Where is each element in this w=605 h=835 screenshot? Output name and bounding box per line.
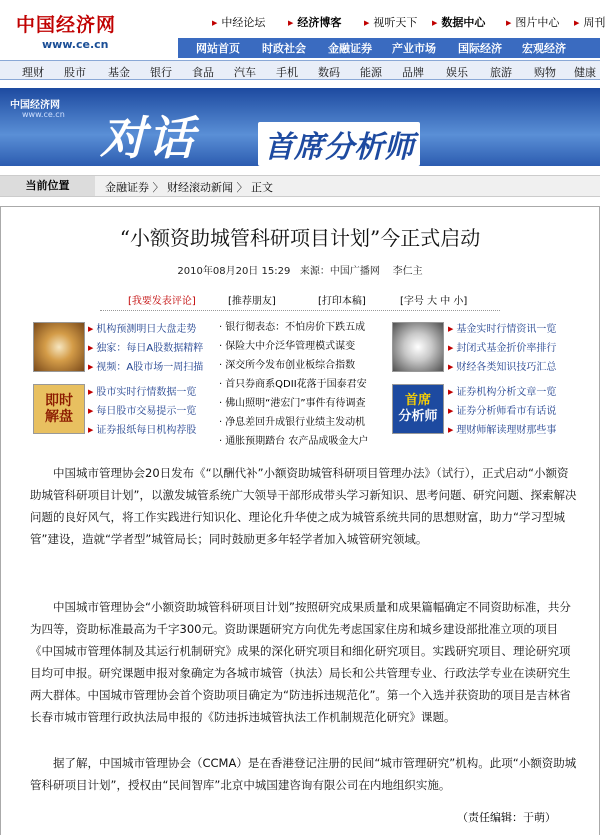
nav-item[interactable]: 国际经济	[458, 42, 502, 55]
promo-link[interactable]: ▶ 每日股市交易提示一览	[88, 402, 196, 421]
promo-list-left-bottom	[88, 383, 196, 440]
top-links	[200, 10, 605, 32]
channel-item[interactable]: 健康	[574, 66, 596, 79]
channel-item[interactable]: 理财	[22, 66, 44, 79]
article-title: “小额资助城管科研项目计划”今正式启动	[119, 226, 481, 250]
article-date: 2010年08月20日 15:29	[177, 266, 291, 277]
promo-link[interactable]: ▶ 证券机构分析文章一览	[448, 383, 556, 402]
channel-item[interactable]: 数码	[318, 66, 340, 79]
promo-link[interactable]: ▶ 独家：每日A股数据精粹	[88, 339, 203, 358]
nav-item[interactable]: 金融证券	[328, 42, 372, 55]
channel-item[interactable]: 手机	[276, 66, 298, 79]
promo-list-right-top	[448, 320, 556, 377]
promo-image-text: 首席	[404, 393, 431, 408]
promo-image-fund[interactable]	[392, 322, 444, 372]
article-paragraph: 据了解，中国城市管理协会（CCMA）是在香港登记注册的民间“城市管理研究”机构。此项“小额资助城管科研项目计划”，授权由“民间智库”北京中城国建咨询有限公司在内地组织实施。	[30, 756, 577, 792]
article-meta	[0, 262, 600, 277]
top-link[interactable]: ▶ 视听天下	[364, 14, 417, 30]
banner-title: 对话	[100, 111, 196, 165]
top-link[interactable]: ▶ 图片中心	[506, 14, 559, 30]
news-link[interactable]: · 净息差回升成银行业绩主发动机	[219, 413, 368, 432]
article-paragraph: 中国城市管理协会20日发布《“以酬代补”小额资助城管科研项目管理办法》（试行），正式启动“小额资助城管科研项目计划”，以激发城管系统广大领导干部形成带头学习新知识、思考问题、研究问题、探索解决问题的良好风气，将工作实践进行知识化、理论化升华使之成为城管系统共同的思想财富，助力“学习型城管”建设，造就“学者型”城管局长；同时鼓励更多年轻学者加入城管研究领域。	[30, 466, 577, 546]
promo-list-left-top	[88, 320, 203, 377]
print-link[interactable]: [打印本稿]	[318, 296, 366, 307]
promo-image-live[interactable]	[33, 384, 85, 434]
channel-item[interactable]: 能源	[360, 66, 382, 79]
top-link[interactable]: ▶ 周刊	[574, 14, 605, 30]
logo-text: 中国经济网	[16, 14, 117, 36]
promo-link[interactable]: ▶ 理财师解读理财那些事	[448, 421, 556, 440]
promo-link[interactable]: ▶ 证券分析师看市有话说	[448, 402, 556, 421]
logo-url: www.ce.cn	[42, 38, 109, 51]
banner-subtitle: 首席分析师	[258, 122, 420, 166]
promo-list-right-bottom	[448, 383, 556, 440]
main-nav	[178, 38, 600, 58]
channel-item[interactable]: 旅游	[490, 66, 512, 79]
promo-list-middle	[219, 318, 368, 451]
article-source: 来源：中国广播网	[299, 266, 380, 277]
font-size-control[interactable]: [字号 大 中 小]	[400, 296, 468, 307]
article-editor: （责任编辑：于萌）	[457, 811, 556, 824]
promo-link[interactable]: ▶ 基金实时行情资讯一览	[448, 320, 556, 339]
promo-link[interactable]: ▶ 封闭式基金折价率排行	[448, 339, 556, 358]
news-link[interactable]: · 通胀预期踏台 农产品成吸金大户	[219, 432, 368, 451]
article-tools	[118, 290, 518, 306]
promo-image-text: 解盘	[45, 409, 73, 425]
promo-link[interactable]: ▶ 机构预测明日大盘走势	[88, 320, 203, 339]
top-link[interactable]: ▶ 经济博客	[288, 14, 341, 30]
news-link[interactable]: · 深交所今发布创业板综合指数	[219, 356, 368, 375]
banner-logo: 中国经济网	[10, 100, 60, 111]
breadcrumb-current: 正文	[251, 181, 273, 194]
news-link[interactable]: · 银行彻表态：不怕房价下跌五成	[219, 318, 368, 337]
top-link[interactable]: ▶ 数据中心	[432, 14, 485, 30]
nav-item[interactable]: 网站首页	[196, 42, 240, 55]
promo-link[interactable]: ▶ 股市实时行情数据一览	[88, 383, 196, 402]
dialogue-banner[interactable]	[0, 88, 600, 166]
channel-nav	[0, 60, 600, 80]
promo-image-market[interactable]	[33, 322, 85, 372]
breadcrumb	[0, 175, 600, 197]
promo-link[interactable]: ▶ 证券报纸每日机构荐股	[88, 421, 196, 440]
breadcrumb-link[interactable]: 金融证券	[105, 181, 149, 194]
news-link[interactable]: · 保险大中介泛华管理模式谋变	[219, 337, 368, 356]
news-link[interactable]: · 佛山照明“港宏门”事件有待调查	[219, 394, 368, 413]
promo-image-text: 即时	[45, 393, 73, 409]
channel-item[interactable]: 购物	[534, 66, 556, 79]
promo-link[interactable]: ▶ 视频：A股市场一周扫描	[88, 358, 203, 377]
nav-item[interactable]: 产业市场	[392, 42, 436, 55]
top-link[interactable]: ▶ 中经论坛	[212, 14, 265, 30]
breadcrumb-separator: 〉	[152, 181, 164, 194]
channel-item[interactable]: 股市	[64, 66, 86, 79]
promo-image-analyst[interactable]	[392, 384, 444, 434]
article-paragraph: 中国城市管理协会“小额资助城管科研项目计划”按照研究成果质量和成果篇幅确定不同资助标准，共分为四等，资助标准最高为千字300元。资助课题研究方向优先考虑国家住房和城乡建设部批准立项的项目《中国城市管理体制及其运行机制研究》成果的深化研究项目和细化研究项目。实践研究项目、理论研究项目均可申报。研究课题申报对象确定为各城市城管（执法）局长和公共管理专业、行政法学专业在读研究生两大群体。中国城市管理协会首个资助项目确定为“防违拆违规范化”。第一个入选并获资助的项目是吉林省长春市城市管理行政执法局申报的《防违拆违城管执法工作机制规范化研究》课题。	[30, 600, 571, 724]
breadcrumb-path	[105, 179, 273, 195]
banner-url: www.ce.cn	[22, 110, 65, 119]
channel-item[interactable]: 汽车	[234, 66, 256, 79]
comment-link[interactable]: [我要发表评论]	[128, 296, 196, 307]
channel-item[interactable]: 食品	[192, 66, 214, 79]
site-header	[0, 0, 605, 60]
divider	[100, 310, 500, 311]
breadcrumb-label: 当前位置	[0, 176, 95, 196]
article-author: 李仁主	[392, 266, 423, 277]
recommend-link[interactable]: [推荐朋友]	[228, 296, 276, 307]
breadcrumb-separator: 〉	[236, 181, 248, 194]
news-link[interactable]: · 首只券商系QDII花落于国泰君安	[219, 375, 368, 394]
nav-item[interactable]: 时政社会	[262, 42, 306, 55]
channel-item[interactable]: 基金	[108, 66, 130, 79]
channel-item[interactable]: 娱乐	[446, 66, 468, 79]
channel-item[interactable]: 品牌	[402, 66, 424, 79]
promo-link[interactable]: ▶ 财经各类知识技巧汇总	[448, 358, 556, 377]
promo-image-text: 分析师	[398, 409, 438, 424]
breadcrumb-link[interactable]: 财经滚动新闻	[167, 181, 233, 194]
nav-item[interactable]: 宏观经济	[522, 42, 566, 55]
channel-item[interactable]: 银行	[150, 66, 172, 79]
site-logo[interactable]	[8, 4, 168, 54]
